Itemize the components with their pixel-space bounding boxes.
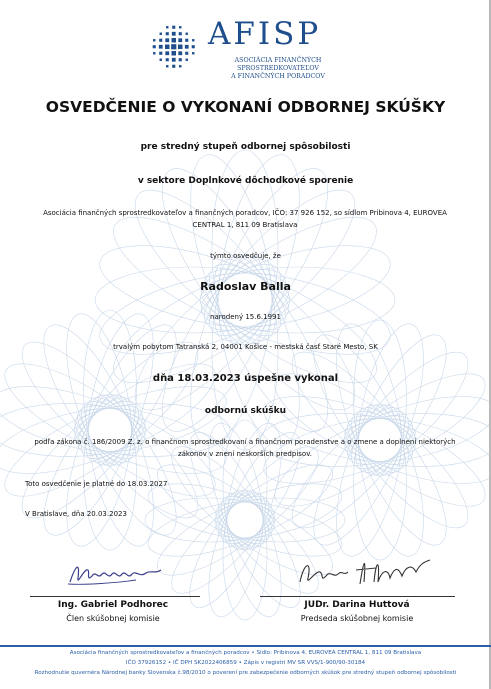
logo-subtitle-line1: ASOCIÁCIA FINANČNÝCH SPROSTREDKOVATEĽOV [234,57,322,72]
footer-line-1: Asociácia finančných sprostredkovateľov a finančných poradcov • Sídlo: Pribinova 4, EUROVEA CENTRAL 1, 811 09 Bratislava [69,650,422,656]
address: trvalým pobytom Tatranská 2, 04001 Košice - mestská časť Staré Mesto, SK [113,343,378,351]
footer-line-3: Rozhodnutie quvernéra Národnej banky Slovenska č.98/2010 o poverení pre zabezpečenie odborných skúšok pre stredný stupeň odbornej spôsobilosti [34,670,457,676]
place-date: V Bratislave, dňa 20.03.2023 [25,510,127,518]
logo-text: AFISP [208,16,322,52]
left-signer-name: Ing. Gabriel Podhorec [57,600,169,610]
legal-basis: podľa zákona č. 186/2009 Z. z. o finančnom sprostredkovaní a finančnom poradenstve a o zmene a doplnení niektorých zákonov v znení neskorších predpisov. [34,438,456,458]
afisp-logo-mark [147,20,199,72]
validity: Toto osvedčenie je platné do 18.03.2027 [25,480,168,488]
competence-level: pre stredný stupeň odbornej spôsobilosti [140,142,351,152]
right-signature-line [260,596,455,597]
right-signature [290,552,440,592]
left-signature [66,558,166,590]
right-signer-role: Predseda skúšobnej komisie [300,614,414,623]
logo-subtitle [208,57,348,81]
left-signer-role: Člen skúšobnej komisie [66,614,160,623]
certificate-title: OSVEDČENIE O VYKONANÍ ODBORNEJ SKÚŠKY [45,98,446,116]
right-signer-name: JUDr. Darina Huttová [304,600,410,610]
person-name: Radoslav Balla [200,280,291,293]
issuer: Asociácia finančných sprostredkovateľov a finančných poradcov, IČO: 37 926 152, so sídlom Pribinova 4, EUROVEA CENTRAL 1, 811 09 Bratislava [43,209,447,229]
footer-line-2: IČO 37926152 • IČ DPH SK2022406859 • Zápis v registri MV SR VVS/1-900/90-30184 [125,660,366,666]
exam-type: odbornú skúšku [204,406,287,416]
footer-rule [0,645,491,647]
logo-subtitle-line2: A FINANČNÝCH PORADCOV [231,73,325,80]
sector: v sektore Doplnkové dôchodkové sporenie [137,176,354,186]
certifies-text: týmto osvedčuje, že [210,252,281,260]
birth-date: narodený 15.6.1991 [210,313,281,321]
left-signature-line [30,596,200,597]
exam-date: dňa 18.03.2023 úspešne vykonal [152,373,339,384]
